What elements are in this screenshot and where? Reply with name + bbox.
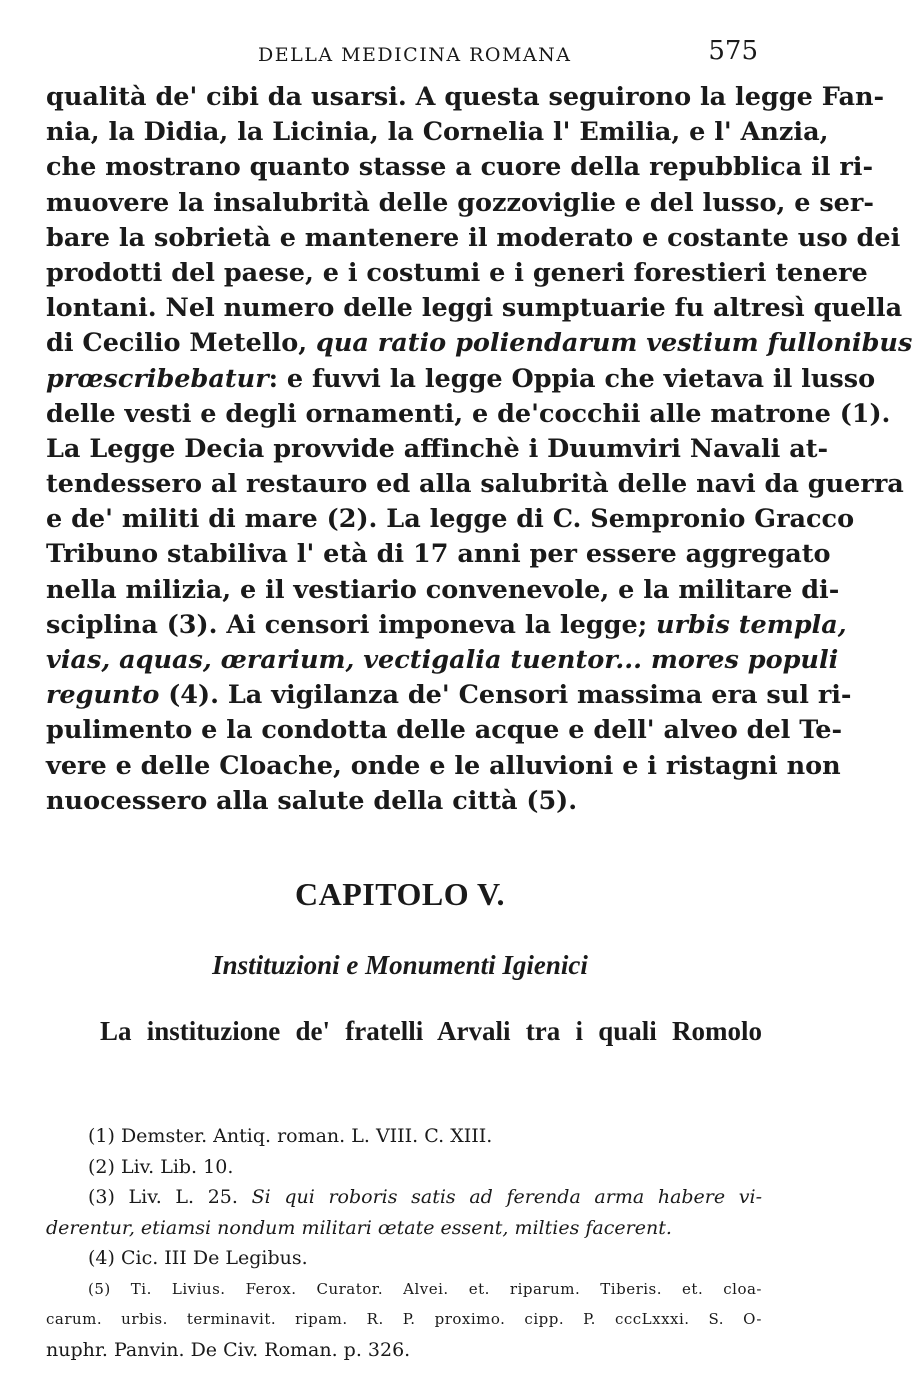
text-line: La Legge Decia provvide affinchè i Duumviri Navali at- xyxy=(46,433,829,464)
text-line: sciplina (3). Ai censori imponeva la legge; urbis templa, xyxy=(46,609,847,640)
footnote-5-continued: carum. urbis. terminavit. ripam. R. P. proximo. cipp. P. cccLxxxi. S. O- xyxy=(46,1310,762,1328)
footnote-5-end: nuphr. Panvin. De Civ. Roman. p. 326. xyxy=(46,1338,411,1361)
text-line: vere e delle Cloache, onde e le alluvioni e i ristagni non xyxy=(46,750,841,781)
running-head xyxy=(0,36,800,76)
text-line: bare la sobrietà e mantenere il moderato e costante uso dei xyxy=(46,222,901,253)
text-line: di Cecilio Metello, qua ratio poliendarum vestium fullonibus xyxy=(46,328,912,359)
footnote-5: (5) Ti. Livius. Ferox. Curator. Alvei. et. riparum. Tiberis. et. cloa- xyxy=(88,1279,762,1298)
footnote-1: (1) Demster. Antiq. roman. L. VIII. C. XIII. xyxy=(88,1125,493,1147)
footnotes xyxy=(46,1121,762,1365)
chapter-subtitle: Instituzioni e Monumenti Igienici xyxy=(212,950,588,980)
text-line: muovere la insalubrità delle gozzoviglie e del lusso, e ser- xyxy=(46,187,874,218)
text-line: tendessero al restauro ed alla salubrità delle navi da guerra xyxy=(46,469,904,500)
footnote-3-continued: derentur, etiamsi nondum militari œtate essent, milties facerent. xyxy=(46,1216,672,1239)
footnote-3: (3) Liv. L. 25. Si qui roboris satis ad ferenda arma habere vi- xyxy=(88,1186,762,1208)
text-line: prœscribebatur: e fuvvi la legge Oppia che vietava il lusso xyxy=(46,363,876,394)
text-line: nella milizia, e il vestiario convenevole, e la militare di- xyxy=(46,574,840,605)
text-line: pulimento e la condotta delle acque e dell' alveo del Te- xyxy=(46,715,843,746)
chapter-title: CAPITOLO V. xyxy=(294,876,505,912)
text-line: lontani. Nel numero delle leggi sumptuarie fu altresì quella xyxy=(46,293,903,324)
text-line: qualità de' cibi da usarsi. A questa seguirono la legge Fan- xyxy=(46,82,885,112)
running-title: DELLA MEDICINA ROMANA xyxy=(258,44,572,66)
text-line: nia, la Didia, la Licinia, la Cornelia l' Emilia, e l' Anzia, xyxy=(46,117,829,148)
text-line: e de' militi di mare (2). La legge di C. Sempronio Gracco xyxy=(46,504,855,535)
footnote-2: (2) Liv. Lib. 10. xyxy=(88,1155,234,1178)
text-line: vias, aquas, œrarium, vectigalia tuentor... mores populi xyxy=(46,645,839,675)
text-line: delle vesti e degli ornamenti, e de'cocchii alle matrone (1). xyxy=(46,398,891,429)
text-line: nuocessero alla salute della città (5). xyxy=(46,785,578,816)
text-line: che mostrano quanto stasse a cuore della repubblica il ri- xyxy=(46,152,874,183)
text-line: regunto (4). La vigilanza de' Censori massima era sul ri- xyxy=(46,680,852,711)
page-number: 575 xyxy=(708,36,758,66)
body-paragraph xyxy=(46,80,912,819)
text-line: Tribuno stabiliva l' età di 17 anni per essere aggregato xyxy=(46,539,831,570)
chapter-first-line: La instituzione de' fratelli Arvali tra i quali Romolo xyxy=(100,1016,762,1046)
footnote-4: (4) Cic. III De Legibus. xyxy=(88,1247,308,1269)
text-line: prodotti del paese, e i costumi e i generi forestieri tenere xyxy=(46,257,868,288)
